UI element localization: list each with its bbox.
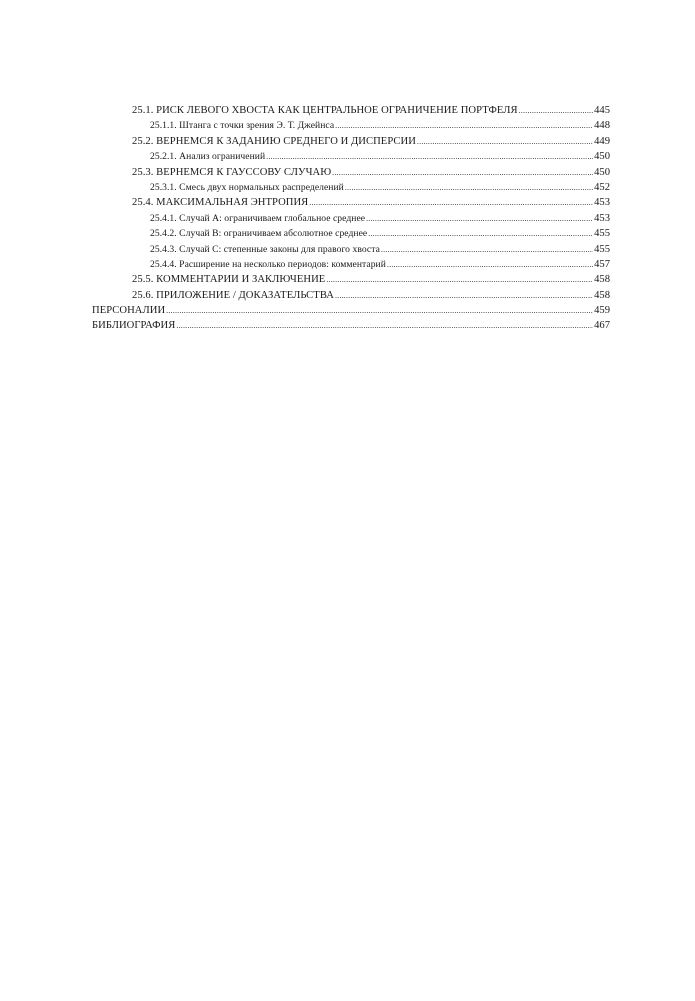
toc-entry-title: 25.3. ВЕРНЕМСЯ К ГАУССОВУ СЛУЧАЮ xyxy=(132,166,332,178)
toc-entry-page: 458 xyxy=(594,274,610,286)
toc-entry-page: 458 xyxy=(594,289,610,301)
toc-dot-leader xyxy=(266,149,593,164)
toc-entry-25-4-1[interactable] xyxy=(92,211,610,226)
table-of-contents xyxy=(92,103,610,334)
toc-entry-title: 25.1. РИСК ЛЕВОГО ХВОСТА КАК ЦЕНТРАЛЬНОЕ ОГРАНИЧЕНИЕ ПОРТФЕЛЯ xyxy=(132,105,518,116)
toc-entry-page: 453 xyxy=(594,212,610,224)
toc-entry-title: 25.6. ПРИЛОЖЕНИЕ / ДОКАЗАТЕЛЬСТВА xyxy=(132,289,334,301)
toc-entry-bibliography[interactable] xyxy=(92,318,610,333)
toc-entry-title: БИБЛИОГРАФИЯ xyxy=(92,320,176,332)
toc-entry-title: 25.4.1. Случай A: ограничиваем глобальное среднее xyxy=(150,212,366,224)
toc-dot-leader xyxy=(335,288,593,303)
toc-entry-page: 455 xyxy=(594,228,610,240)
toc-entry-page: 467 xyxy=(594,320,610,332)
toc-entry-title: 25.2.1. Анализ ограничений xyxy=(150,151,266,163)
toc-entry-25-4-4[interactable] xyxy=(92,257,610,272)
toc-entry-page: 449 xyxy=(594,135,610,147)
toc-entry-25-1-1[interactable] xyxy=(92,118,610,133)
toc-entry-title: 25.2. ВЕРНЕМСЯ К ЗАДАНИЮ СРЕДНЕГО И ДИСПЕРСИИ xyxy=(132,135,416,147)
toc-entry-25-4-2[interactable] xyxy=(92,226,610,241)
toc-dot-leader xyxy=(381,242,593,257)
toc-dot-leader xyxy=(417,134,593,149)
toc-dot-leader xyxy=(176,318,593,333)
toc-dot-leader xyxy=(519,103,593,118)
toc-entry-title: 25.4.4. Расширение на несколько периодов: комментарий xyxy=(150,258,386,270)
toc-entry-25-3-1[interactable] xyxy=(92,180,610,195)
toc-dot-leader xyxy=(366,211,593,226)
toc-dot-leader xyxy=(335,118,593,133)
toc-entry-title: 25.1.1. Штанга с точки зрения Э. Т. Джейнса xyxy=(150,120,335,132)
toc-entry-title: 25.4. МАКСИМАЛЬНАЯ ЭНТРОПИЯ xyxy=(132,197,309,209)
toc-dot-leader xyxy=(345,180,593,195)
toc-entry-title: 25.4.3. Случай C: степенные законы для правого хвоста xyxy=(150,243,380,255)
toc-dot-leader xyxy=(387,257,593,272)
toc-entry-25-4-3[interactable] xyxy=(92,242,610,257)
toc-entry-25-1[interactable] xyxy=(92,103,610,118)
toc-entry-personalii[interactable] xyxy=(92,303,610,318)
toc-entry-25-3[interactable] xyxy=(92,165,610,180)
toc-entry-page: 452 xyxy=(594,181,610,193)
toc-entry-page: 455 xyxy=(594,243,610,255)
toc-entry-title: 25.3.1. Смесь двух нормальных распределений xyxy=(150,181,344,193)
toc-entry-page: 450 xyxy=(594,151,610,163)
toc-dot-leader xyxy=(309,195,593,210)
toc-entry-title: ПЕРСОНАЛИИ xyxy=(92,305,166,317)
toc-entry-page: 448 xyxy=(594,120,610,132)
toc-entry-25-2[interactable] xyxy=(92,134,610,149)
toc-entry-title: 25.5. КОММЕНТАРИИ И ЗАКЛЮЧЕНИЕ xyxy=(132,274,326,286)
toc-entry-page: 453 xyxy=(594,197,610,209)
toc-dot-leader xyxy=(368,226,593,241)
toc-entry-page: 450 xyxy=(594,166,610,178)
toc-entry-25-6[interactable] xyxy=(92,288,610,303)
toc-entry-page: 445 xyxy=(594,105,610,116)
toc-dot-leader xyxy=(166,303,593,318)
toc-dot-leader xyxy=(326,272,593,287)
toc-entry-page: 459 xyxy=(594,305,610,317)
toc-entry-page: 457 xyxy=(594,258,610,270)
toc-entry-25-4[interactable] xyxy=(92,195,610,210)
toc-entry-25-5[interactable] xyxy=(92,272,610,287)
toc-entry-25-2-1[interactable] xyxy=(92,149,610,164)
toc-entry-title: 25.4.2. Случай B: ограничиваем абсолютное среднее xyxy=(150,228,368,240)
toc-dot-leader xyxy=(332,165,593,180)
